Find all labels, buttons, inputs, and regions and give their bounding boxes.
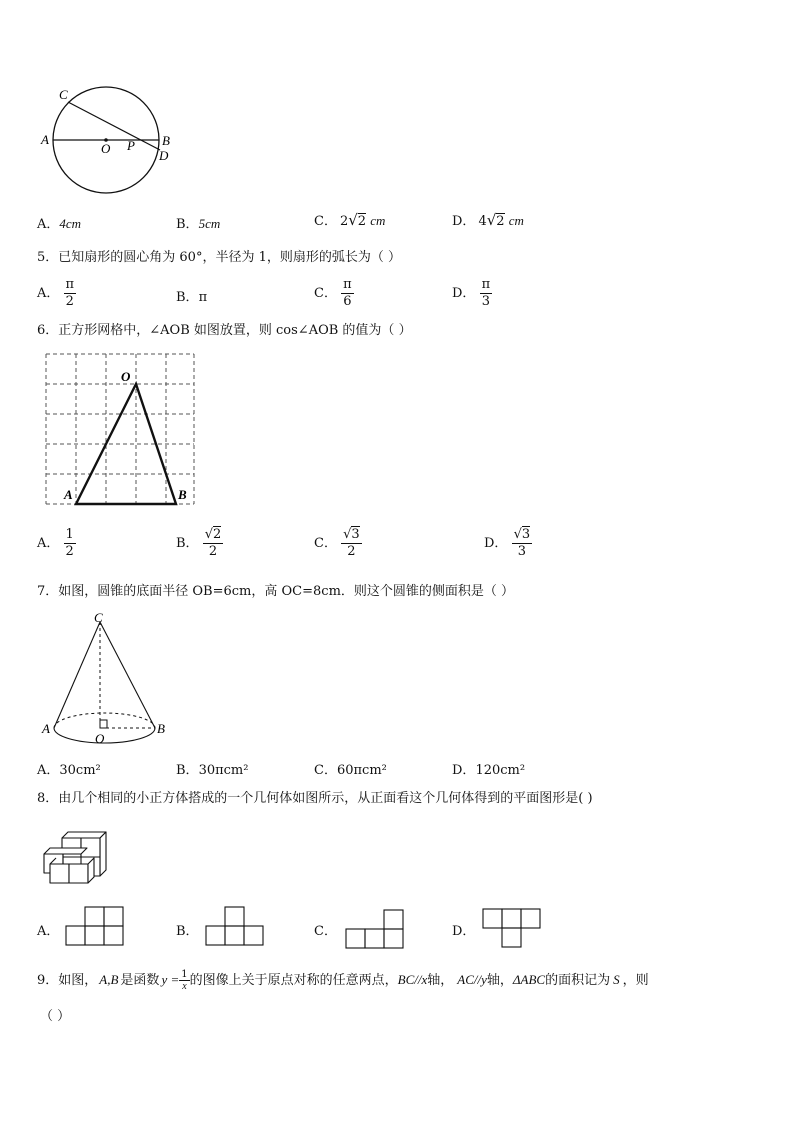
cube-stack-figure — [36, 826, 112, 888]
q6-option-a[interactable]: A． $\frac{1}{2}$ — [37, 527, 74, 559]
q9-stem: 9．如图， A,B 是函数 y = $\frac{1}{x}$ 的图像上关于原点对称的任意两点，BC//x轴， AC//y轴，ΔABC的面积记为 S ，则 — [37, 969, 649, 992]
slant-left — [54, 622, 100, 728]
label-o: O — [121, 369, 131, 384]
q7-option-b[interactable]: B．30πcm² — [176, 763, 249, 778]
sqrt-sign: √ — [204, 527, 213, 542]
q7-option-a[interactable]: A．30cm² — [37, 763, 101, 778]
fraction: $\frac{√3}{3}$ — [513, 527, 531, 559]
base-front — [54, 728, 155, 743]
q7-option-d[interactable]: D．120cm² — [452, 763, 526, 778]
q6-option-b[interactable]: B． $\frac{√2}{2}$ — [176, 527, 222, 559]
q7-stem: 7．如图，圆锥的底面半径 OB=6cm，高 OC=8cm．则这个圆锥的侧面积是（ ） — [37, 584, 515, 599]
q6-option-c[interactable]: C． $\frac{√3}{2}$ — [314, 527, 360, 559]
label-b: B — [178, 487, 187, 502]
q9-paren: （ ） — [40, 1009, 71, 1024]
label-a: A — [41, 132, 49, 147]
label-b: B — [162, 133, 170, 148]
circle-figure — [38, 84, 178, 204]
q8-view-b — [204, 905, 266, 947]
slant-right — [100, 622, 155, 728]
q5-option-d[interactable]: D． $\frac{\pi}{3}$ — [452, 277, 491, 309]
right-angle-mark — [100, 720, 107, 728]
label-c: C — [59, 87, 68, 102]
q8-view-a — [64, 905, 126, 947]
q4-option-c[interactable]: C． 2√2 cm — [314, 211, 386, 229]
q5-option-b[interactable]: B．π — [176, 290, 208, 305]
q4-option-a[interactable]: A．4cm — [37, 216, 82, 232]
q4-option-b[interactable]: B．5cm — [176, 216, 221, 232]
q6-stem: 6．正方形网格中，∠AOB 如图放置，则 cos∠AOB 的值为（ ） — [37, 323, 412, 338]
q8-view-c — [344, 908, 406, 950]
q5-option-a[interactable]: A． $\frac{\pi}{2}$ — [37, 277, 75, 309]
q6-option-d[interactable]: D． $\frac{√3}{3}$ — [484, 527, 531, 559]
label-c: C — [94, 610, 103, 625]
dashed-grid — [46, 354, 194, 504]
label-d: D — [159, 148, 169, 163]
cone-figure — [38, 608, 178, 748]
q8-option-d[interactable]: D． — [452, 924, 476, 939]
q5-option-c[interactable]: C． $\frac{\pi}{6}$ — [314, 277, 352, 309]
fraction: $\frac{\pi}{2}$ — [65, 277, 75, 309]
chord-cd — [68, 102, 160, 150]
q8-option-b[interactable]: B． — [176, 924, 199, 939]
label-o: O — [101, 141, 111, 156]
base-back — [54, 713, 155, 728]
q4-option-d[interactable]: D． 4√2 cm — [452, 211, 524, 229]
q5-stem: 5．已知扇形的圆心角为 60°，半径为 1，则扇形的弧长为（ ） — [37, 250, 401, 265]
sqrt-sign: √ — [486, 211, 497, 229]
q8-stem: 8．由几个相同的小正方体搭成的一个几何体如图所示，从正面看这个几何体得到的平面图形是( ) — [37, 791, 593, 806]
sqrt-sign: √ — [343, 527, 352, 542]
label-p: P — [127, 138, 135, 153]
label-o: O — [95, 731, 105, 746]
label-a: A — [42, 721, 50, 736]
fraction: $\frac{1}{x}$ — [181, 969, 188, 992]
q8-option-a[interactable]: A． — [37, 924, 60, 939]
fraction: $\frac{√2}{2}$ — [204, 527, 222, 559]
label-b: B — [157, 721, 165, 736]
fraction: $\frac{1}{2}$ — [65, 527, 74, 559]
grid-figure — [40, 350, 200, 510]
sqrt-sign: √ — [513, 527, 522, 542]
fraction: $\frac{√3}{2}$ — [343, 527, 360, 559]
fraction: $\frac{\pi}{6}$ — [343, 277, 352, 309]
sqrt-sign: √ — [348, 211, 358, 229]
label-a: A — [64, 487, 73, 502]
fraction: $\frac{\pi}{3}$ — [481, 277, 491, 309]
q8-view-d — [481, 907, 543, 949]
q8-option-c[interactable]: C． — [314, 924, 337, 939]
q7-option-c[interactable]: C．60πcm² — [314, 763, 387, 778]
